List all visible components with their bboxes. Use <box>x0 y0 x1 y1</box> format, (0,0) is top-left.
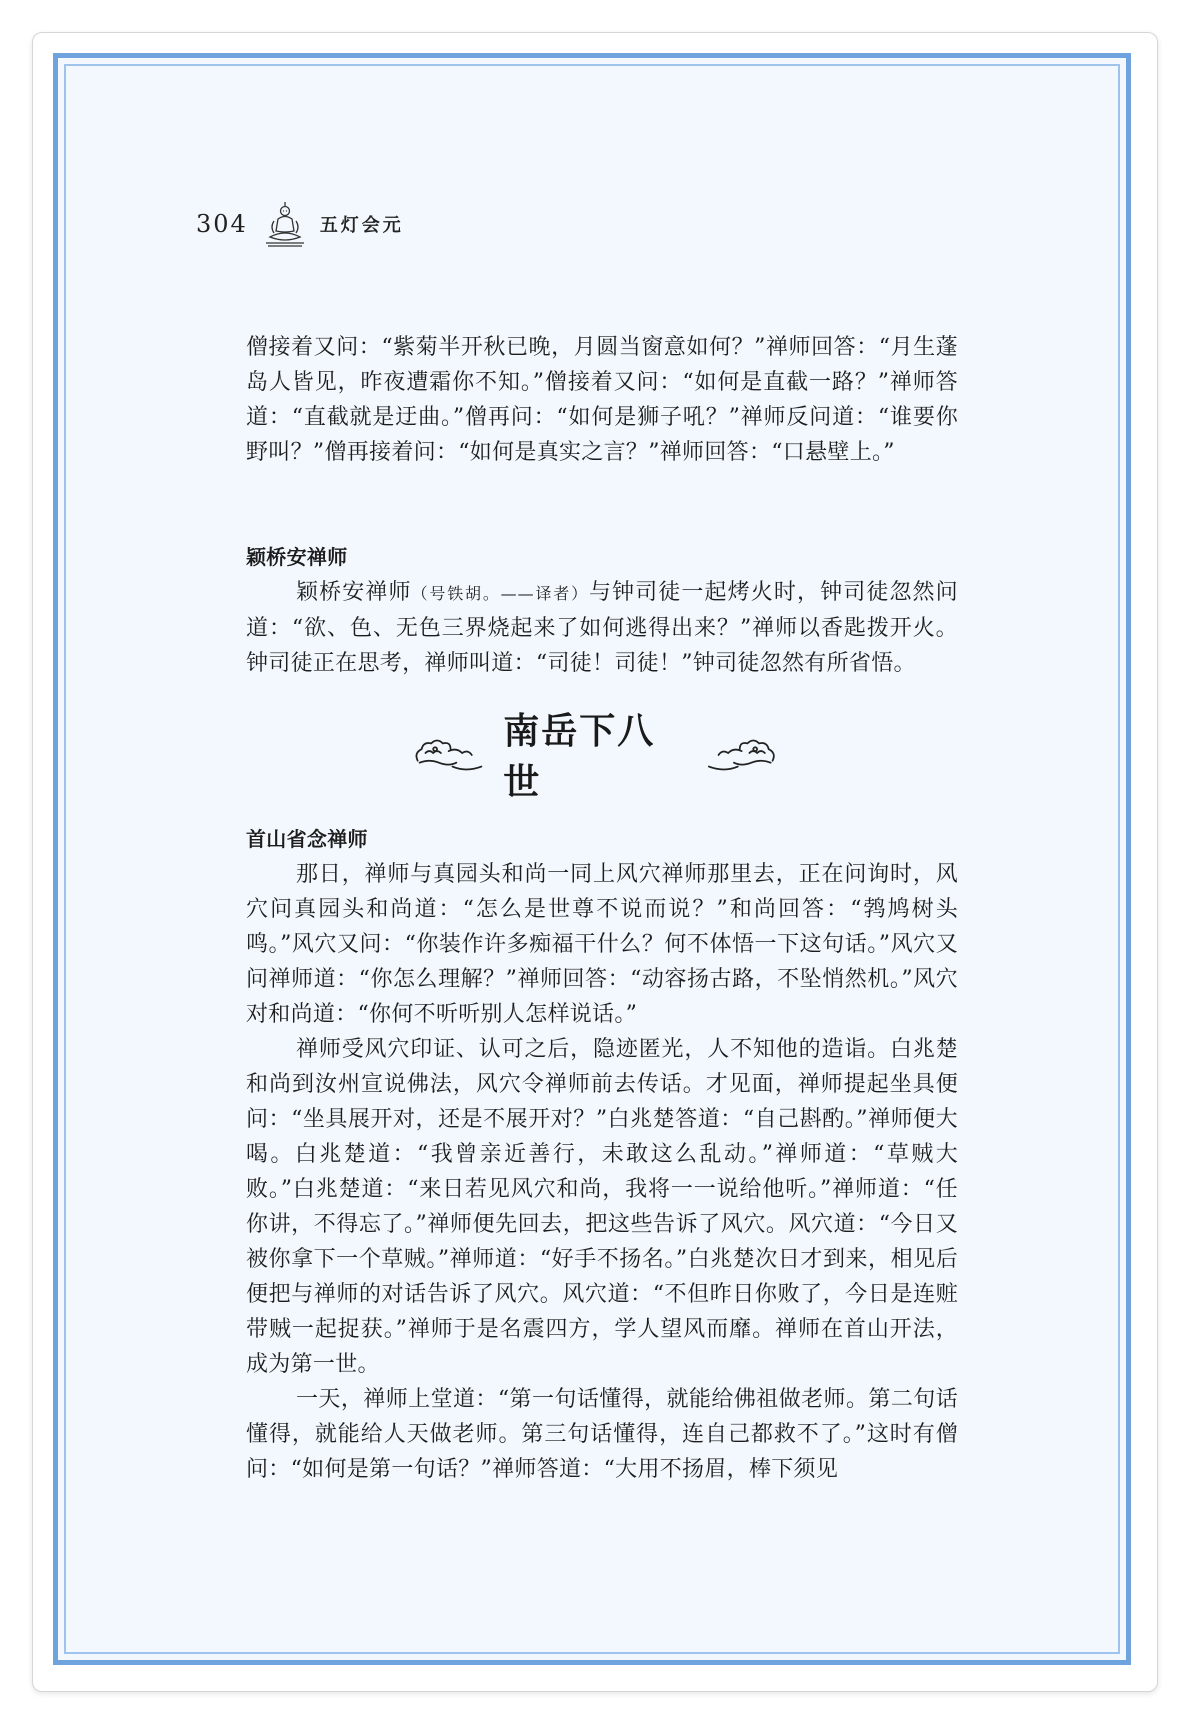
section-title-yingqiao: 颖桥安禅师 <box>246 545 348 569</box>
seated-buddha-icon <box>260 199 310 249</box>
section-shoushan <box>246 822 958 1487</box>
cloud-scroll-icon-left <box>410 731 485 777</box>
page-header <box>196 200 404 248</box>
page-number: 304 <box>196 210 248 238</box>
section-shoushan-paragraph-3: 一天，禅师上堂道：“第一句话懂得，就能给佛祖做老师。第二句话懂得，就能给人天做老师。第三句话懂得，连自己都救不了。”这时有僧问：“如何是第一句话？”禅师答道：“大用不扬眉，棒下须见 <box>246 1387 958 1482</box>
paragraph-text-start: 颖桥安禅师 <box>296 580 412 605</box>
section-yingqiao <box>246 540 958 681</box>
book-title: 五灯会元 <box>319 215 404 236</box>
paragraph-text-rest: 与钟司徒一起烤火时，钟司徒忽然问道：“欲、色、无色三界烧起来了如何逃得出来？”禅师以香匙拨开火。钟司徒正在思考，禅师叫道：“司徒！司徒！”钟司徒忽然有所省悟。 <box>246 580 958 676</box>
cloud-scroll-icon-right <box>705 731 780 777</box>
chapter-heading <box>410 711 780 803</box>
dialogue-block-top <box>246 330 958 470</box>
section-shoushan-paragraph-2: 禅师受风穴印证、认可之后，隐迹匿光，人不知他的造诣。白兆楚和尚到汝州宣说佛法，风穴令禅师前去传话。才见面，禅师提起坐具便问：“坐具展开对，还是不展开对？”白兆楚答道：“自己斟酌。”禅师便大喝。白兆楚道：“我曾亲近善行，未敢这么乱动。”禅师道：“草贼大败。”白兆楚道：“来日若见风穴和尚，我将一一说给他听。”禅师道：“任你讲，不得忘了。”禅师便先回去，把这些告诉了风穴。风穴道：“今日又被你拿下一个草贼。”禅师道：“好手不扬名。”白兆楚次日才到来，相见后便把与禅师的对话告诉了风穴。风穴道：“不但昨日你败了，今日是连赃带贼一起捉获。”禅师于是名震四方，学人望风而靡。禅师在首山开法，成为第一世。 <box>246 1037 958 1377</box>
section-yingqiao-paragraph <box>246 575 958 681</box>
dialogue-paragraph: 僧接着又问：“紫菊半开秋已晚，月圆当窗意如何？”禅师回答：“月生蓬岛人皆见，昨夜遭霜你不知。”僧接着又问：“如何是直截一路？”禅师答道：“直截就是迂曲。”僧再问：“如何是狮子吼？”禅师反问道：“谁要你野叫？”僧再接着问：“如何是真实之言？”禅师回答：“口悬壁上。” <box>246 335 958 465</box>
section-title-shoushan: 首山省念禅师 <box>246 827 368 851</box>
translator-note: （号铁胡。——译者） <box>411 584 589 603</box>
section-shoushan-paragraph-1: 那日，禅师与真园头和尚一同上风穴禅师那里去，正在问询时，风穴问真园头和尚道：“怎么是世尊不说而说？”和尚回答：“鹁鸠树头鸣。”风穴又问：“你装作许多痴福干什么？何不体悟一下这句话。”风穴又问禅师道：“你怎么理解？”禅师回答：“动容扬古路，不坠悄然机。”风穴对和尚道：“你何不听听别人怎样说话。” <box>246 862 958 1027</box>
chapter-title: 南岳下八世 <box>503 711 656 803</box>
